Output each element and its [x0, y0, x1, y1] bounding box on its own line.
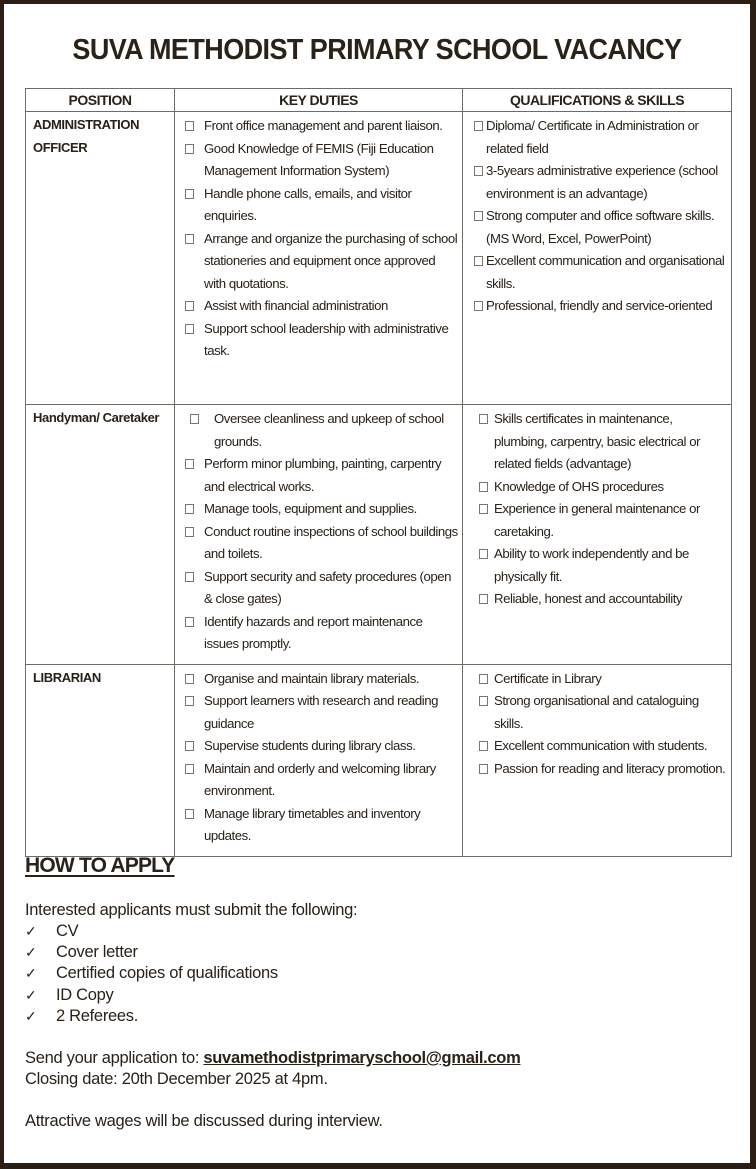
list-item: Strong organisational and cataloguing skills. [471, 690, 727, 735]
checkbox-bullet-icon [185, 301, 194, 311]
qualifications-list [463, 665, 731, 789]
checkbox-bullet-icon [185, 459, 194, 469]
checkbox-bullet-icon [479, 414, 488, 424]
spacer [25, 1090, 725, 1111]
checkbox-bullet-icon [185, 324, 194, 334]
duties-list [175, 112, 462, 371]
list-item: Good Knowledge of FEMIS (Fiji Education Management Information System) [183, 138, 458, 183]
duties-list [175, 405, 462, 664]
checkbox-bullet-icon [479, 549, 488, 559]
table-header-row [26, 89, 732, 112]
duties-cell [175, 664, 463, 856]
qualifications-cell [463, 664, 732, 856]
position-cell [26, 112, 175, 405]
list-item: Handle phone calls, emails, and visitor enquiries. [183, 183, 458, 228]
qualifications-cell [463, 405, 732, 665]
checkmark-icon: ✓ [25, 923, 37, 939]
qualifications-list [463, 405, 731, 619]
checkbox-bullet-icon [479, 504, 488, 514]
list-item: Knowledge of OHS procedures [471, 476, 727, 499]
checkbox-bullet-icon [185, 189, 194, 199]
list-item: Organise and maintain library materials. [183, 668, 458, 691]
list-item: Reliable, honest and accountability [471, 588, 727, 611]
qualifications-cell [463, 112, 732, 405]
how-to-apply-section [25, 852, 725, 1132]
checkbox-bullet-icon [479, 674, 488, 684]
checkbox-bullet-icon [479, 594, 488, 604]
qualifications-list [463, 112, 731, 326]
list-item: Passion for reading and literacy promotion. [471, 758, 727, 781]
checkbox-bullet-icon [185, 572, 194, 582]
checkmark-icon: ✓ [25, 965, 37, 982]
list-item: Support security and safety procedures (open & close gates) [183, 566, 458, 611]
list-item: Manage tools, equipment and supplies. [183, 498, 458, 521]
list-item: Professional, friendly and service-oriented [471, 295, 727, 318]
list-item: Perform minor plumbing, painting, carpentry and electrical works. [183, 453, 458, 498]
list-item: Support school leadership with administrative task. [183, 318, 458, 363]
wages-note: Attractive wages will be discussed during interview. [25, 1112, 383, 1131]
apply-intro: Interested applicants must submit the following: [25, 901, 358, 919]
checkbox-bullet-icon [479, 696, 488, 706]
position-cell [26, 664, 175, 856]
checkbox-bullet-icon [474, 301, 483, 311]
closing-date: Closing date: 20th December 2025 at 4pm. [25, 1070, 328, 1089]
list-item: Arrange and organize the purchasing of school stationeries and equipment once approved with quotations. [183, 228, 458, 296]
checkbox-bullet-icon [474, 121, 483, 131]
list-item: Skills certificates in maintenance, plumbing, carpentry, basic electrical or related fields (advantage) [471, 408, 727, 476]
list-item: ✓ ID Copy [25, 985, 725, 1006]
list-item: Assist with financial administration [183, 295, 458, 318]
checkbox-bullet-icon [479, 764, 488, 774]
checkbox-bullet-icon [185, 144, 194, 154]
checkbox-bullet-icon [185, 121, 194, 131]
header-qualifications: QUALIFICATIONS & SKILLS [463, 89, 732, 112]
duties-cell [175, 405, 463, 665]
list-item: ✓ Cover letter [25, 942, 725, 963]
header-key-duties: KEY DUTIES [175, 89, 463, 112]
header-position: POSITION [26, 89, 175, 112]
checkbox-bullet-icon [185, 809, 194, 819]
checkmark-icon: ✓ [25, 1007, 37, 1024]
vacancy-table [25, 88, 732, 857]
send-application-line: Send your application to: suvamethodistprimaryschool@gmail.com [25, 1049, 521, 1068]
checkbox-bullet-icon [474, 166, 483, 176]
list-item: Diploma/ Certificate in Administration or related field [471, 115, 727, 160]
checkmark-icon: ✓ [25, 944, 37, 961]
list-item: 3-5years administrative experience (school environment is an advantage) [471, 160, 727, 205]
list-item: Strong computer and office software skills. (MS Word, Excel, PowerPoint) [471, 205, 727, 250]
checkbox-bullet-icon [190, 414, 199, 424]
position-title: Handyman/ Caretaker [33, 410, 160, 425]
list-item: Conduct routine inspections of school buildings and toilets. [183, 521, 458, 566]
how-to-apply-heading: HOW TO APPLY [25, 854, 175, 877]
position-title: ADMINISTRATION OFFICER [33, 117, 140, 155]
table-row [26, 664, 732, 856]
vacancy-notice [4, 4, 750, 1163]
checkbox-bullet-icon [185, 741, 194, 751]
list-item: Manage library timetables and inventory updates. [183, 803, 458, 848]
list-item: Supervise students during library class. [183, 735, 458, 758]
list-item: Certificate in Library [471, 668, 727, 691]
checkbox-bullet-icon [185, 234, 194, 244]
list-item: Front office management and parent liaison. [183, 115, 458, 138]
duties-cell [175, 112, 463, 405]
list-item: Maintain and orderly and welcoming library environment. [183, 758, 458, 803]
list-item: ✓ Certified copies of qualifications [25, 963, 725, 984]
table-row [26, 112, 732, 405]
checkbox-bullet-icon [474, 211, 483, 221]
table-row [26, 405, 732, 665]
position-cell [26, 405, 175, 665]
checkbox-bullet-icon [185, 674, 194, 684]
list-item: Excellent communication with students. [471, 735, 727, 758]
list-item: ✓ CV [25, 921, 725, 942]
list-item: ✓ 2 Referees. [25, 1006, 725, 1027]
checkbox-bullet-icon [479, 741, 488, 751]
duties-list [175, 665, 462, 856]
list-item: Excellent communication and organisational skills. [471, 250, 727, 295]
checkbox-bullet-icon [185, 504, 194, 514]
checkbox-bullet-icon [185, 696, 194, 706]
list-item: Ability to work independently and be physically fit. [471, 543, 727, 588]
list-item: Identify hazards and report maintenance issues promptly. [183, 611, 458, 656]
spacer [25, 1027, 725, 1048]
checkmark-icon: ✓ [25, 986, 37, 1003]
list-item: Support learners with research and reading guidance [183, 690, 458, 735]
page-title: SUVA METHODIST PRIMARY SCHOOL VACANCY [72, 34, 682, 66]
list-item: Experience in general maintenance or caretaking. [471, 498, 727, 543]
list-item: Oversee cleanliness and upkeep of school grounds. [183, 408, 458, 453]
checkbox-bullet-icon [185, 617, 194, 627]
position-title: LIBRARIAN [33, 669, 101, 685]
checkbox-bullet-icon [479, 482, 488, 492]
checkbox-bullet-icon [474, 256, 483, 266]
email-link[interactable]: suvamethodistprimaryschool@gmail.com [203, 1049, 521, 1068]
checkbox-bullet-icon [185, 527, 194, 537]
requirements-list [25, 921, 725, 1027]
checkbox-bullet-icon [185, 764, 194, 774]
